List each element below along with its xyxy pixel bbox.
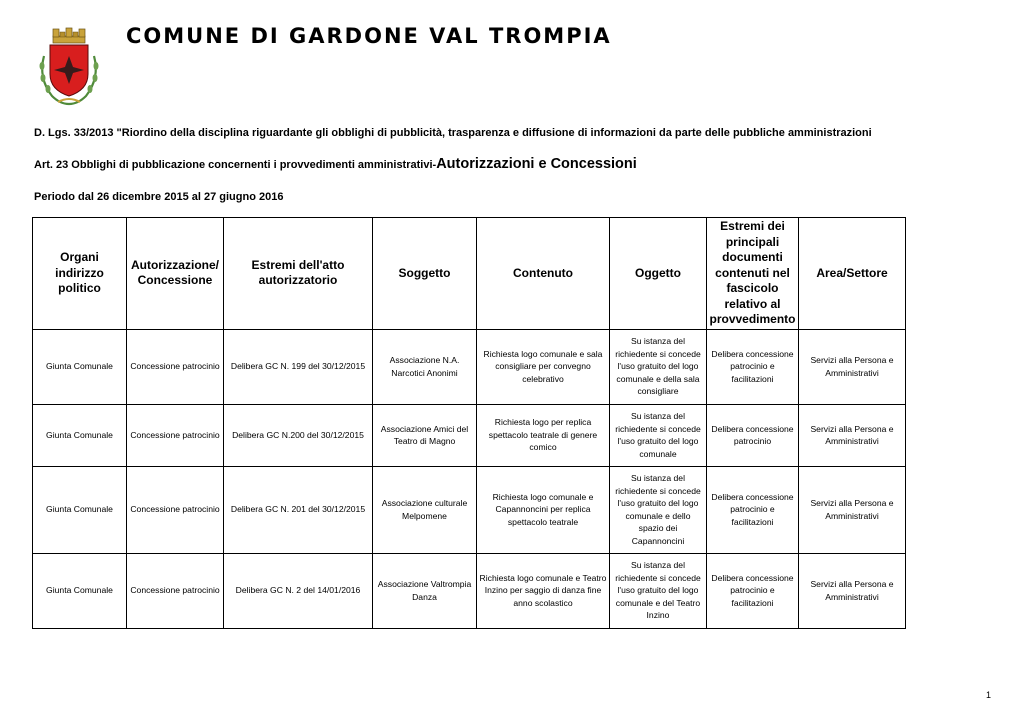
header-estremi-atto: Estremi dell'atto autorizzatorio — [224, 218, 373, 330]
cell-contenuto: Richiesta logo comunale e Teatro Inzino per saggio di danza fine anno scolastico — [477, 553, 610, 628]
cell-organi: Giunta Comunale — [33, 404, 127, 466]
authorizations-table — [32, 217, 906, 629]
cell-area-settore: Servizi alla Persona e Amministrativi — [799, 553, 906, 628]
cell-estremi-documenti: Delibera concessione patrocinio e facilitazioni — [707, 329, 799, 404]
header-autorizzazione: Autorizzazione/ Concessione — [127, 218, 224, 330]
page-title: COMUNE DI GARDONE VAL TROMPIA — [126, 24, 612, 48]
cell-area-settore: Servizi alla Persona e Amministrativi — [799, 466, 906, 553]
cell-autorizzazione: Concessione patrocinio — [127, 466, 224, 553]
cell-soggetto: Associazione culturale Melpomene — [373, 466, 477, 553]
header-area-settore: Area/Settore — [799, 218, 906, 330]
article-subject: Autorizzazioni e Concessioni — [436, 156, 637, 172]
cell-autorizzazione: Concessione patrocinio — [127, 329, 224, 404]
header-estremi-documenti: Estremi dei principali documenti contenuti nel fascicolo relativo al provvedimento — [707, 218, 799, 330]
header-oggetto: Oggetto — [610, 218, 707, 330]
cell-estremi-documenti: Delibera concessione patrocinio e facilitazioni — [707, 466, 799, 553]
cell-oggetto: Su istanza del richiedente si concede l'uso gratuito del logo comunale e del Teatro Inzino — [610, 553, 707, 628]
cell-estremi-atto: Delibera GC N. 199 del 30/12/2015 — [224, 329, 373, 404]
cell-soggetto: Associazione Valtrompia Danza — [373, 553, 477, 628]
header-organi: Organi indirizzo politico — [33, 218, 127, 330]
cell-estremi-atto: Delibera GC N.200 del 30/12/2015 — [224, 404, 373, 466]
cell-estremi-atto: Delibera GC N. 2 del 14/01/2016 — [224, 553, 373, 628]
article-reference — [34, 156, 637, 172]
law-reference: D. Lgs. 33/2013 "Riordino della disciplina riguardante gli obblighi di pubblicità, trasparenza e diffusione di informazioni da parte delle pubbliche amministrazioni — [34, 127, 872, 139]
table-row — [33, 404, 906, 466]
crown-icon — [53, 28, 85, 43]
cell-area-settore: Servizi alla Persona e Amministrativi — [799, 329, 906, 404]
cell-estremi-atto: Delibera GC N. 201 del 30/12/2015 — [224, 466, 373, 553]
cell-autorizzazione: Concessione patrocinio — [127, 553, 224, 628]
cell-oggetto: Su istanza del richiedente si concede l'uso gratuito del logo comunale — [610, 404, 707, 466]
page-number: 1 — [985, 690, 991, 700]
table-row — [33, 553, 906, 628]
cell-contenuto: Richiesta logo comunale e sala consigliare per convegno celebrativo — [477, 329, 610, 404]
period-label: Periodo dal 26 dicembre 2015 al 27 giugno 2016 — [34, 191, 284, 203]
header-soggetto: Soggetto — [373, 218, 477, 330]
cell-organi: Giunta Comunale — [33, 329, 127, 404]
cell-organi: Giunta Comunale — [33, 553, 127, 628]
table-row — [33, 329, 906, 404]
cell-oggetto: Su istanza del richiedente si concede l'uso gratuito del logo comunale e dello spazio dei Capannoncini — [610, 466, 707, 553]
cell-contenuto: Richiesta logo per replica spettacolo teatrale di genere comico — [477, 404, 610, 466]
cell-oggetto: Su istanza del richiedente si concede l'uso gratuito del logo comunale e della sala consigliare — [610, 329, 707, 404]
table-header-row — [33, 218, 906, 330]
cell-contenuto: Richiesta logo comunale e Capannoncini per replica spettacolo teatrale — [477, 466, 610, 553]
cell-estremi-documenti: Delibera concessione patrocinio e facilitazioni — [707, 553, 799, 628]
cell-organi: Giunta Comunale — [33, 466, 127, 553]
table-row — [33, 466, 906, 553]
cell-soggetto: Associazione Amici del Teatro di Magno — [373, 404, 477, 466]
cell-estremi-documenti: Delibera concessione patrocinio — [707, 404, 799, 466]
article-prefix: Art. 23 Obblighi di pubblicazione concernenti i provvedimenti amministrativi- — [34, 159, 437, 171]
cell-area-settore: Servizi alla Persona e Amministrativi — [799, 404, 906, 466]
header-contenuto: Contenuto — [477, 218, 610, 330]
municipal-crest-icon — [36, 26, 102, 108]
cell-soggetto: Associazione N.A. Narcotici Anonimi — [373, 329, 477, 404]
cell-autorizzazione: Concessione patrocinio — [127, 404, 224, 466]
